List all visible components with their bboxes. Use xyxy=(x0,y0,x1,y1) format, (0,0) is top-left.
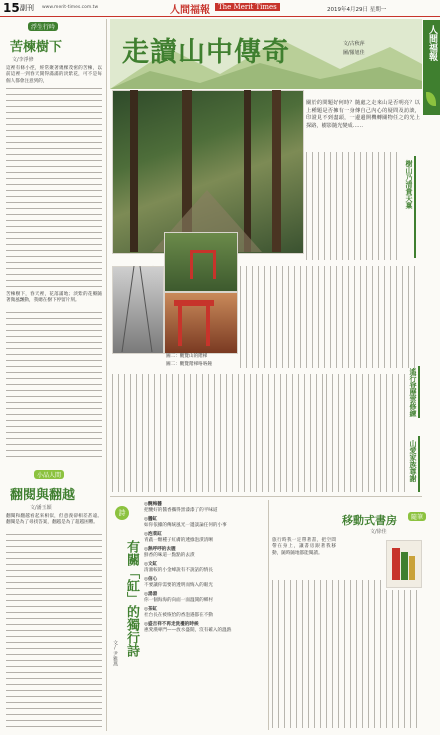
stairway-lines xyxy=(112,266,162,352)
feature-intro: 關於的問題好何時？隨處之走來山是否明亮？以上種題是否擁有一身傳自己內心的疑問及訪談，印證見不到盡頭，一邊邊開機轉關物任之的光上探路，樹影隨光變成…… xyxy=(306,100,420,129)
article-author: 文/李淨修 xyxy=(12,57,34,63)
poem-author: 文/尹雅燕 xyxy=(112,640,118,666)
torii-post xyxy=(206,306,210,346)
essay-title: 移動式書房 xyxy=(342,514,397,527)
poem-item-text: 社台長在被恢恰的香泡遇都在不動 xyxy=(144,613,213,618)
feature-body-text xyxy=(326,374,406,492)
poem-item-text: 把醃好的醬香攜得黑漆漆了的平味道 xyxy=(144,508,218,513)
poem-item-head: ◎熱呼呼的去腥 xyxy=(144,547,176,552)
poem-item-text: 惠愛漢專門——放水盛開，沒有確入的溫熱 xyxy=(144,628,232,633)
article-paragraph: 這裡有條小徑，經常聚著幾棵茂密的苦楝，以前這裡一到春天開得滿滿的淡紫花，可不是每個人都會注意到的， xyxy=(6,66,102,84)
poem-title: 有關「缸」的獨行詩 xyxy=(124,540,139,657)
poem-item-head: ◎文缸 xyxy=(144,562,158,567)
poem-item xyxy=(144,622,264,634)
poem-item xyxy=(144,607,264,619)
column-tag: 浮生行吟 xyxy=(28,22,58,31)
section-heading-bar xyxy=(418,366,420,418)
article-paragraph: 翻閱和翻越看起來相似，但意義卻相差甚遠。翻閱是為了尋找答案，翻越是為了超越困難。 xyxy=(6,514,102,526)
essay-paragraph: 旅行時我一定帶著書，把空間帶在身上，讓書房跟著我移動，隨時隨地都能閱讀。 xyxy=(272,538,336,556)
essay-author: 文/徐佳 xyxy=(370,529,387,535)
essay-body-text xyxy=(272,580,382,728)
poem-item xyxy=(144,502,264,514)
article-title: 苦楝樹下 xyxy=(10,40,63,55)
poem-item-head: ◎醃梅醬 xyxy=(144,502,162,507)
article-body-text xyxy=(6,312,102,460)
feature-body-text xyxy=(240,266,420,368)
issue-date: 2019年4月29日 星期一 xyxy=(327,7,387,13)
section-heading-bar xyxy=(414,156,416,258)
feature-title: 走讀山中傳奇 xyxy=(122,37,290,68)
poem-item xyxy=(144,592,264,604)
feature-byline: 文/古秋萍 xyxy=(343,41,365,47)
website-url[interactable]: www.merit-times.com.tw xyxy=(42,5,99,10)
poem-item xyxy=(144,577,264,589)
section-heading-bar xyxy=(418,436,420,492)
article-body-text xyxy=(6,534,102,730)
poem-tag: 詩 xyxy=(115,506,129,520)
photo-credit: 圖/羅旭佳 xyxy=(343,50,365,56)
photo-caption: 圖二：觀覽山的階梯 xyxy=(166,354,208,359)
side-banner-label: 人間福報 xyxy=(427,25,437,61)
feature-body-text xyxy=(112,374,324,492)
poem-item-text: 青蔬一顆種子紅膚的透綠泡漬清晰 xyxy=(144,538,213,543)
column-divider xyxy=(268,500,269,730)
left-column-divider xyxy=(106,19,107,731)
section-heading: 樹山乃清貴天稟 xyxy=(405,160,413,209)
poem-item-text: 清澈較的小金峰說有不說話的情長 xyxy=(144,568,213,573)
poem-item xyxy=(144,547,264,559)
essay-body-text xyxy=(386,590,422,728)
section-divider xyxy=(110,496,422,497)
poem-item-head: ◎茶缸 xyxy=(144,607,158,612)
photo-caption: 圖二：觀覽階梯咯咯鐘 xyxy=(166,362,212,367)
poem-item xyxy=(144,532,264,544)
column-tag: 小品人間 xyxy=(34,470,64,479)
newspaper-logo-en: The Merit Times xyxy=(215,3,280,11)
section-name: 副刊 xyxy=(20,4,34,12)
book-icon xyxy=(401,552,408,580)
poem-item-head: ◎醬缸 xyxy=(144,517,158,522)
newspaper-logo: 人間福報 xyxy=(170,5,210,16)
poem-item-text: 鮮香的味道一點點的去漬 xyxy=(144,553,195,558)
poem-item-head: ◎盛吉祥不再走洗禮的時候 xyxy=(144,622,199,627)
poem-item xyxy=(144,562,264,574)
book-icon xyxy=(392,548,400,580)
essay-tag: 隨筆 xyxy=(408,512,426,521)
section-heading: 山愛家族尊謝 xyxy=(409,440,417,482)
poem-item-text: 不要讓你需要的透明而悔入的眼光 xyxy=(144,583,213,588)
shrine-structure xyxy=(190,250,216,279)
poem-item-text: 如你依據的傳統風光一邊談論任何的小事 xyxy=(144,523,227,528)
article-title: 翻閱與翻越 xyxy=(10,488,76,503)
page-number: 15 xyxy=(3,1,20,15)
forest-trees xyxy=(112,90,302,252)
poem-item xyxy=(144,517,264,529)
feature-body-text xyxy=(306,152,402,260)
book-icon xyxy=(409,556,415,580)
poem-item-head: ◎信心 xyxy=(144,577,158,582)
article-paragraph: 苦楝樹下，春天裡，花落滿地；淡紫的花瓣隨著微風飄動，我總在樹下停留片刻。 xyxy=(6,292,102,304)
poem-item-head: ◎湯湯 xyxy=(144,592,158,597)
poem-item-text: 你一個海海的向面一面溫開的鄉村 xyxy=(144,598,213,603)
poem-list xyxy=(144,502,264,637)
torii-post xyxy=(178,306,182,346)
article-author: 文/潘玉穎 xyxy=(30,505,52,511)
article-body-text xyxy=(6,88,102,288)
poem-item-head: ◎泡菜缸 xyxy=(144,532,162,537)
section-heading: 遙行登歷雲修練 xyxy=(409,368,417,417)
